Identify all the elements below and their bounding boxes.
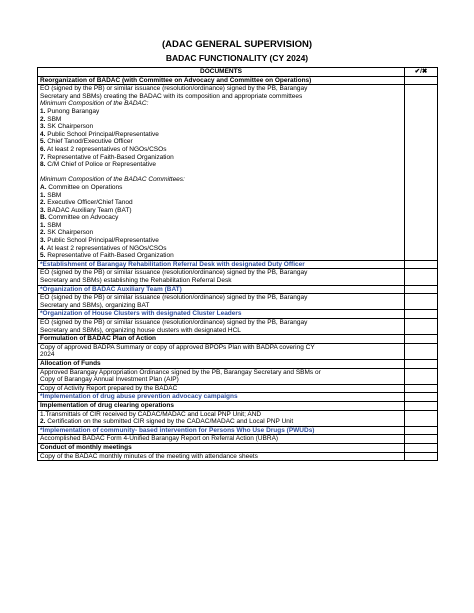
requirement-cell: [38, 343, 405, 359]
section-body-row: [38, 384, 438, 393]
requirement-cell: [38, 435, 405, 444]
check-cell[interactable]: [405, 269, 438, 285]
check-cell[interactable]: [405, 393, 438, 402]
requirement-line: 2. Certification on the submitted CIR signed by the CADAC/MADAC and Local PNP Unit: [40, 418, 294, 426]
requirement-line: 3. SK Chairperson: [40, 123, 94, 131]
section-title: Reorganization of BADAC (with Committee on Advocacy and Committee on Operations): [38, 76, 405, 85]
section-header-row: [38, 443, 438, 452]
requirement-line: 2. Executive Officer/Chief Tanod: [40, 199, 133, 207]
check-column-header: ✔/✖: [405, 68, 438, 77]
requirement-line: Copy of Barangay Annual Investment Plan (AIP): [40, 376, 179, 384]
check-cell[interactable]: [405, 343, 438, 359]
requirement-cell: [38, 85, 405, 261]
check-cell[interactable]: [405, 85, 438, 261]
requirement-line: 5. Representative of Faith-Based Organization: [40, 252, 174, 260]
requirement-line: 1. SBM: [40, 191, 62, 199]
requirement-line: Minimum Composition of the BADAC Committees:: [40, 176, 185, 184]
requirement-line: Secretary and SBMs), organizing house clusters with designated HCL: [40, 326, 241, 334]
section-title: *Establishment of Barangay Rehabilitation Referral Desk with designated Duty Officer: [38, 260, 405, 269]
requirement-line: 6. At least 2 representatives of NGOs/CSOs: [40, 145, 167, 153]
requirement-line: Secretary and SBMs) creating the BADAC with its composition and appropriate committees: [40, 92, 303, 100]
requirement-line: EO (signed by the PB) or similar issuance (resolution/ordinance) signed by the PB, Barangay: [40, 85, 308, 93]
section-body-row: [38, 435, 438, 444]
check-cell[interactable]: [405, 319, 438, 335]
check-cell[interactable]: [405, 401, 438, 410]
requirement-line: 5. Chief Tanod/Executive Officer: [40, 138, 133, 146]
requirement-line: 1. SBM: [40, 221, 62, 229]
section-header-row: [38, 401, 438, 410]
section-body-row: [38, 294, 438, 310]
requirement-line: 3. BADAC Auxiliary Team (BAT): [40, 206, 132, 214]
check-cell[interactable]: [405, 452, 438, 461]
check-cell[interactable]: [405, 368, 438, 384]
table-header-row: [38, 68, 438, 77]
section-header-row: [38, 260, 438, 269]
section-title: *Organization of BADAC Auxiliary Team (BAT): [38, 285, 405, 294]
requirement-line: Copy of the BADAC monthly minutes of the meeting with attendance sheets: [40, 452, 258, 460]
requirement-cell: [38, 368, 405, 384]
requirement-line: 7. Representative of Faith-Based Organization: [40, 153, 174, 161]
section-header-row: [38, 359, 438, 368]
section-header-row: [38, 310, 438, 319]
requirement-line: 2024: [40, 351, 55, 359]
requirement-line: EO (signed by the PB) or similar issuance (resolution/ordinance) signed by the PB, Barangay: [40, 294, 308, 302]
requirement-line: Copy of approved BADPA Summary or copy of approved BPOPs Plan with BADPA covering CY: [40, 343, 315, 351]
documents-table: [37, 67, 438, 461]
section-title: Implementation of drug clearing operations: [38, 401, 405, 410]
requirement-cell: [38, 269, 405, 285]
page-subtitle: BADAC FUNCTIONALITY (CY 2024): [165, 53, 309, 63]
documents-table-body: [38, 76, 438, 461]
requirement-line: 4. At least 2 representatives of NGOs/CSOs: [40, 244, 167, 252]
requirement-line: Approved Barangay Appropriation Ordinance signed by the PB, Barangay Secretary and SBMs or: [40, 368, 321, 376]
requirement-line: 4. Public School Principal/Representative: [40, 130, 159, 138]
section-body-row: [38, 85, 438, 261]
check-cell[interactable]: [405, 435, 438, 444]
section-body-row: [38, 368, 438, 384]
section-body-row: [38, 452, 438, 461]
section-header-row: [38, 335, 438, 344]
requirement-line: 2. SBM: [40, 115, 62, 123]
check-cell[interactable]: [405, 410, 438, 426]
check-cell[interactable]: [405, 384, 438, 393]
requirement-cell: [38, 384, 405, 393]
section-body-row: [38, 410, 438, 426]
section-title: *Implementation of community- based intervention for Persons Who Use Drugs (PWUDs): [38, 426, 405, 435]
section-header-row: [38, 426, 438, 435]
requirement-line: B. Committee on Advocacy: [40, 214, 119, 222]
requirement-line: 1. Punong Barangay: [40, 107, 100, 115]
requirement-line: EO (signed by the PB) or similar issuance (resolution/ordinance) signed by the PB, Barangay: [40, 269, 308, 277]
section-title: Formulation of BADAC Plan of Action: [38, 335, 405, 344]
requirement-line: 8. C/M Chief of Police or Representative: [40, 161, 156, 169]
check-cell[interactable]: [405, 260, 438, 269]
requirement-line: EO (signed by the PB) or similar issuance (resolution/ordinance) signed by the PB, Barangay: [40, 319, 308, 326]
check-cell[interactable]: [405, 285, 438, 294]
requirement-cell: [38, 410, 405, 426]
section-header-row: [38, 76, 438, 85]
section-title: Allocation of Funds: [38, 359, 405, 368]
requirement-line: Copy of Activity Report prepared by the BADAC: [40, 384, 178, 392]
requirement-line: Secretary and SBMs), organizing BAT: [40, 301, 150, 309]
section-body-row: [38, 269, 438, 285]
section-title: Conduct of monthly meetings: [38, 443, 405, 452]
section-title: *Organization of House Clusters with designated Cluster Leaders: [38, 310, 405, 319]
requirement-line: Minimum Composition of the BADAC:: [40, 100, 149, 108]
check-cell[interactable]: [405, 294, 438, 310]
documents-column-header: DOCUMENTS: [38, 68, 405, 77]
requirement-line: 2. SK Chairperson: [40, 229, 94, 237]
check-cell[interactable]: [405, 310, 438, 319]
section-header-row: [38, 393, 438, 402]
section-body-row: [38, 319, 438, 335]
requirement-line: Accomplished BADAC Form 4-Unified Barangay Report on Referral Action (UBRA): [40, 435, 279, 443]
check-cell[interactable]: [405, 426, 438, 435]
check-cell[interactable]: [405, 335, 438, 344]
section-title: *Implementation of drug abuse prevention advocacy campaigns: [38, 393, 405, 402]
section-header-row: [38, 285, 438, 294]
blank-line: [40, 169, 402, 177]
check-cell[interactable]: [405, 359, 438, 368]
requirement-line: 1.Transmittals of CIR received by CADAC/MADAC and Local PNP Unit; AND: [40, 410, 262, 418]
check-cell[interactable]: [405, 76, 438, 85]
requirement-line: Secretary and SBMs) establishing the Rehabilitation Referral Desk: [40, 277, 232, 285]
requirement-line: A. Committee on Operations: [40, 183, 123, 191]
section-body-row: [38, 343, 438, 359]
page-title: (ADAC GENERAL SUPERVISION): [161, 39, 313, 50]
requirement-cell: [38, 294, 405, 310]
requirement-cell: [38, 452, 405, 461]
check-cell[interactable]: [405, 443, 438, 452]
requirement-line: 3. Public School Principal/Representative: [40, 237, 159, 245]
requirement-cell: [38, 319, 405, 335]
